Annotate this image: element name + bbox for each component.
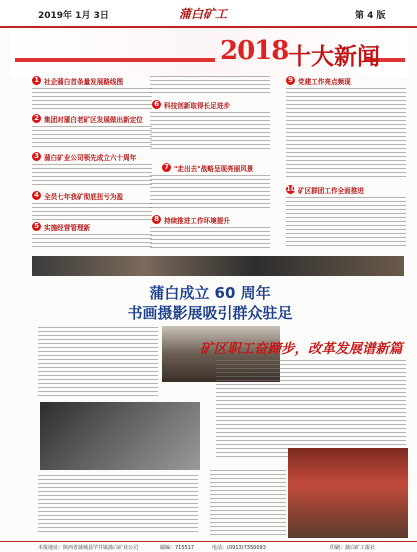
item-number: 2: [32, 114, 41, 123]
body-text-block: [286, 197, 406, 249]
visitors-photo: [40, 402, 200, 470]
body-text-block: [32, 234, 152, 248]
news-item-6: [152, 100, 272, 110]
footer-phone: 电话：(0913)7350093: [212, 545, 266, 551]
item-number: 1: [32, 76, 41, 85]
item-title: 社企蒲白首条量发展路线图: [44, 78, 124, 86]
item-number: 6: [152, 100, 161, 109]
body-text-block: [150, 227, 270, 249]
news-item-1: [32, 76, 162, 86]
page-header: [0, 0, 417, 28]
issue-date: 2019年 1月 3日: [38, 11, 109, 21]
item-title: "走出去"战略呈现亮丽风景: [174, 165, 254, 173]
news-item-2: [32, 114, 162, 124]
body-text-block: [32, 203, 152, 221]
body-text-block: [38, 327, 158, 397]
item-number: 5: [32, 222, 41, 231]
body-text-block: [38, 475, 198, 535]
body-text-block: [32, 88, 152, 110]
news-item-8: [152, 215, 272, 225]
item-number: 7: [162, 163, 171, 172]
feature-headline-2: 书画摄影展吸引群众驻足: [127, 304, 293, 322]
ribbon-left: [15, 58, 215, 62]
body-text-block: [210, 470, 286, 535]
body-text-block: [32, 164, 152, 186]
item-number: 9: [286, 76, 295, 85]
calligraphy-photo: [288, 448, 408, 538]
item-number: 8: [152, 215, 161, 224]
item-title: 党建工作亮点频现: [298, 78, 351, 86]
item-title: 实施经营管理新: [44, 224, 91, 232]
title-banner: [10, 28, 408, 78]
news-item-5: [32, 222, 162, 232]
body-text-block: [32, 126, 152, 148]
body-text-block: [150, 112, 270, 152]
item-title: 集团对蒲白老矿区发展做出新定位: [44, 116, 143, 124]
page-number: 第 4 版: [355, 11, 386, 21]
item-title: 蒲白矿业公司领先成立六十周年: [44, 154, 137, 162]
photo-strip: [32, 256, 404, 276]
body-text-block: [150, 175, 270, 211]
news-item-3: [32, 152, 162, 162]
banner-year: 2018: [220, 36, 289, 66]
footer-printer: 印刷：蒲白矿工报社: [330, 545, 376, 551]
body-text-block: [150, 76, 270, 96]
item-title: 科技创新取得长足进步: [164, 102, 230, 110]
body-text-block: [216, 360, 406, 460]
item-number: 10: [286, 185, 296, 193]
news-item-9: [286, 76, 406, 86]
footer-address: 本报地址：陕西省蒲城县罕井镇蒲白矿业公司: [38, 545, 139, 551]
feature-headline-1: 蒲白成立 60 周年: [149, 284, 271, 302]
banner-title: 十大新闻: [288, 43, 380, 70]
calligraphy-title: 矿区职工奋蹄步，改革发展谱新篇: [200, 341, 403, 357]
item-title: 全员七年我矿彻底扭亏为盈: [44, 193, 124, 201]
body-text-block: [286, 88, 406, 180]
newspaper-masthead: 蒲白矿工: [178, 7, 227, 21]
news-item-4: [32, 191, 162, 201]
item-title: 持续推进工作环境提升: [164, 217, 230, 225]
item-number: 4: [32, 191, 41, 200]
news-item-10: [286, 185, 406, 195]
item-number: 3: [32, 152, 41, 161]
news-item-7: [162, 163, 282, 173]
page-footer: [0, 541, 417, 552]
footer-postcode: 邮编：715517: [160, 545, 195, 551]
item-title: 矿区群团工作全面推进: [298, 187, 364, 195]
